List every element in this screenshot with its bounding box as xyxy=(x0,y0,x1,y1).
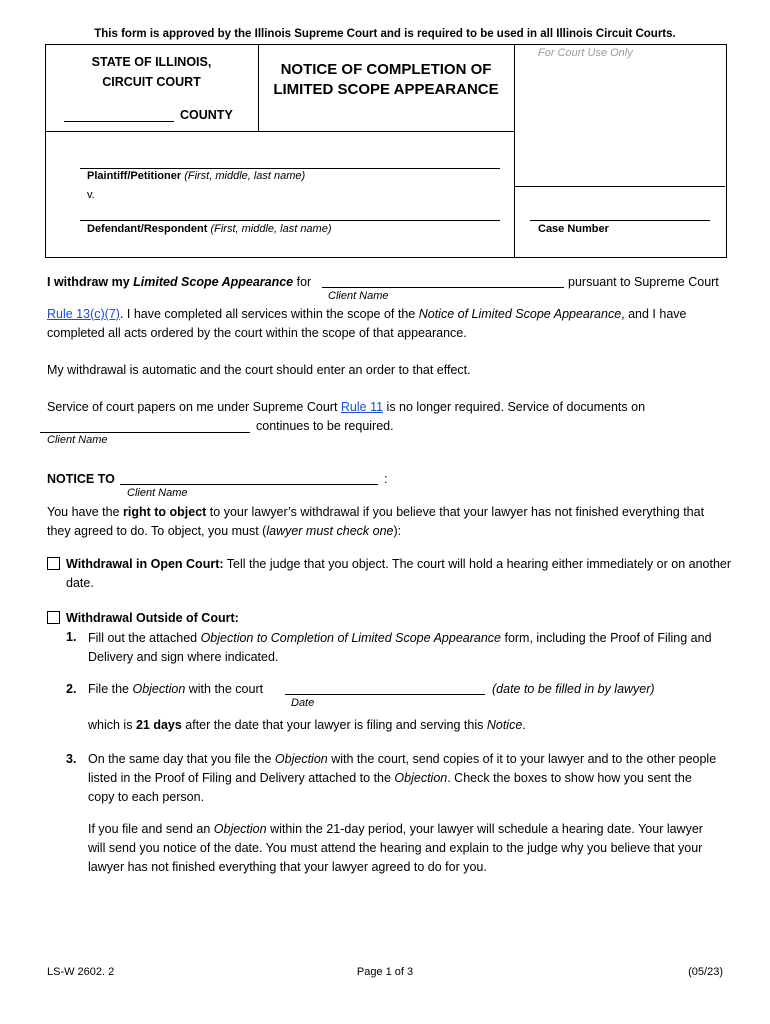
step-number: 3. xyxy=(66,752,77,766)
defendant-hint: (First, middle, last name) xyxy=(210,223,332,235)
outside-court-checkbox[interactable] xyxy=(47,611,60,624)
step-number: 2. xyxy=(66,682,77,696)
service-text-part: is no longer required. Service of documents on xyxy=(383,400,646,414)
step-text-italic: Objection to Completion of Limited Scope Appearance xyxy=(200,631,501,645)
right-to-object-paragraph xyxy=(47,503,747,541)
divider xyxy=(514,186,725,187)
step-text: File the xyxy=(88,682,133,696)
withdraw-lead xyxy=(47,275,311,289)
plaintiff-label: Plaintiff/Petitioner xyxy=(87,170,182,182)
step-text: . xyxy=(522,718,526,732)
plaintiff-hint: (First, middle, last name) xyxy=(184,170,306,182)
step-text: with the court, send copies of it to your lawyer and to the other people xyxy=(327,752,717,766)
object-text: You have the xyxy=(47,505,123,519)
step-text-italic: Objection xyxy=(394,771,448,785)
step-number: 1. xyxy=(66,630,77,644)
step-text-bold: 21 days xyxy=(135,718,182,732)
hearing-text: will send you notice of the date. You must attend the hearing and explain to the judge why you believe that your xyxy=(88,841,703,855)
case-number-field[interactable] xyxy=(530,220,710,221)
open-court-label: Withdrawal in Open Court xyxy=(66,557,220,571)
case-number-label: Case Number xyxy=(538,223,609,235)
approval-notice: This form is approved by the Illinois Supreme Court and is required to be used in all Illinois Circuit Courts. xyxy=(94,28,676,40)
step-text: copy to each person. xyxy=(88,790,205,804)
step-text: listed in the Proof of Filing and Delivery attached to the xyxy=(88,771,395,785)
rule-13-link[interactable]: Rule 13(c)(7) xyxy=(47,307,120,321)
step-text: after the date that your lawyer is filing and serving this xyxy=(181,718,487,732)
withdraw-text: , and I have xyxy=(621,307,687,321)
date-label: Date xyxy=(291,697,315,709)
withdraw-lead-italic: Limited Scope Appearance xyxy=(133,275,294,289)
hearing-text: If you file and send an xyxy=(88,822,214,836)
pursuant-text: pursuant to Supreme Court xyxy=(568,275,719,289)
form-id: LS-W 2602. 2 xyxy=(47,966,115,978)
plaintiff-label-row xyxy=(87,170,305,182)
step-text: form, including the Proof of Filing and xyxy=(501,631,712,645)
service-text-part: Service of court papers on me under Supreme Court xyxy=(47,400,341,414)
object-text: ): xyxy=(393,524,402,538)
county-field[interactable] xyxy=(64,121,174,122)
notice-to-label: NOTICE TO xyxy=(47,472,115,486)
notice-to-hint: Client Name xyxy=(127,487,188,499)
rule-11-link[interactable]: Rule 11 xyxy=(340,400,384,414)
step-3 xyxy=(88,750,748,807)
page-number: Page 1 of 3 xyxy=(356,966,414,978)
defendant-label-row xyxy=(87,223,332,235)
step-text: . Check the boxes to show how you sent the xyxy=(447,771,692,785)
step-text: Delivery and sign where indicated. xyxy=(88,650,279,664)
withdraw-lead-text: I withdraw my xyxy=(47,275,134,289)
hearing-text-italic: Objection xyxy=(213,822,267,836)
title-line: NOTICE OF COMPLETION OF xyxy=(280,61,492,78)
step-text-italic: Objection xyxy=(274,752,328,766)
plaintiff-field[interactable] xyxy=(80,168,500,169)
client-name-field[interactable] xyxy=(322,287,564,288)
withdraw-paragraph xyxy=(47,305,737,343)
step-text: with the court xyxy=(185,682,264,696)
divider xyxy=(514,44,515,257)
open-court-text: Tell the judge that you object. The court will hold a hearing either immediately or on another xyxy=(223,557,732,571)
service-client-field[interactable] xyxy=(40,432,250,433)
county-label: COUNTY xyxy=(180,108,233,122)
step-2-continued xyxy=(88,718,526,732)
step-text: which is xyxy=(88,718,136,732)
page-title xyxy=(258,60,514,100)
date-field[interactable] xyxy=(285,694,485,695)
open-court-text: date. xyxy=(66,576,94,590)
object-text: they agreed to do. To object, you must ( xyxy=(47,524,267,538)
step-text-italic: Objection xyxy=(132,682,186,696)
title-line: LIMITED SCOPE APPEARANCE xyxy=(273,81,499,98)
state-line: STATE OF ILLINOIS, xyxy=(91,55,212,69)
service-text xyxy=(47,400,645,414)
notice-to-field[interactable] xyxy=(120,484,378,485)
withdraw-text: . I have completed all services within the scope of the xyxy=(119,307,419,321)
form-date: (05/23) xyxy=(688,966,723,978)
open-court-colon: : xyxy=(219,557,224,571)
court-use-label: For Court Use Only xyxy=(538,47,633,59)
hearing-paragraph xyxy=(88,820,748,877)
notice-to-colon: : xyxy=(384,472,388,486)
hearing-text: within the 21-day period, your lawyer will schedule a hearing date. Your lawyer xyxy=(266,822,703,836)
outside-court-label: Withdrawal Outside of Court: xyxy=(66,611,239,625)
step-text: Fill out the attached xyxy=(88,631,201,645)
date-hint: (date to be filled in by lawyer) xyxy=(492,682,655,696)
divider xyxy=(45,131,514,132)
object-text-italic: lawyer must check one xyxy=(266,524,394,538)
step-1 xyxy=(88,629,738,667)
open-court-checkbox[interactable] xyxy=(47,557,60,570)
service-client-hint: Client Name xyxy=(47,434,108,446)
versus: v. xyxy=(87,189,95,201)
step-2 xyxy=(88,682,263,696)
hearing-text: lawyer has not finished everything that your lawyer agreed to do for you. xyxy=(88,860,487,874)
withdraw-text-italic: Notice of Limited Scope Appearance xyxy=(418,307,622,321)
step-text-italic: Notice xyxy=(486,718,523,732)
defendant-field[interactable] xyxy=(80,220,500,221)
step-text: On the same day that you file the xyxy=(88,752,275,766)
object-text-bold: right to object xyxy=(123,505,207,519)
automatic-text: My withdrawal is automatic and the court should enter an order to that effect. xyxy=(47,363,471,377)
court-name xyxy=(45,52,258,92)
court-line: CIRCUIT COURT xyxy=(102,75,201,89)
withdraw-for: for xyxy=(293,275,312,289)
withdraw-text: completed all acts ordered by the court within the scope of that appearance. xyxy=(47,326,467,340)
open-court-option xyxy=(66,555,736,593)
object-text: to your lawyer’s withdrawal if you believe that your lawyer has not finished everything that xyxy=(206,505,705,519)
service-text-continue: continues to be required. xyxy=(256,419,394,433)
client-name-hint: Client Name xyxy=(328,290,389,302)
defendant-label: Defendant/Respondent xyxy=(87,223,208,235)
